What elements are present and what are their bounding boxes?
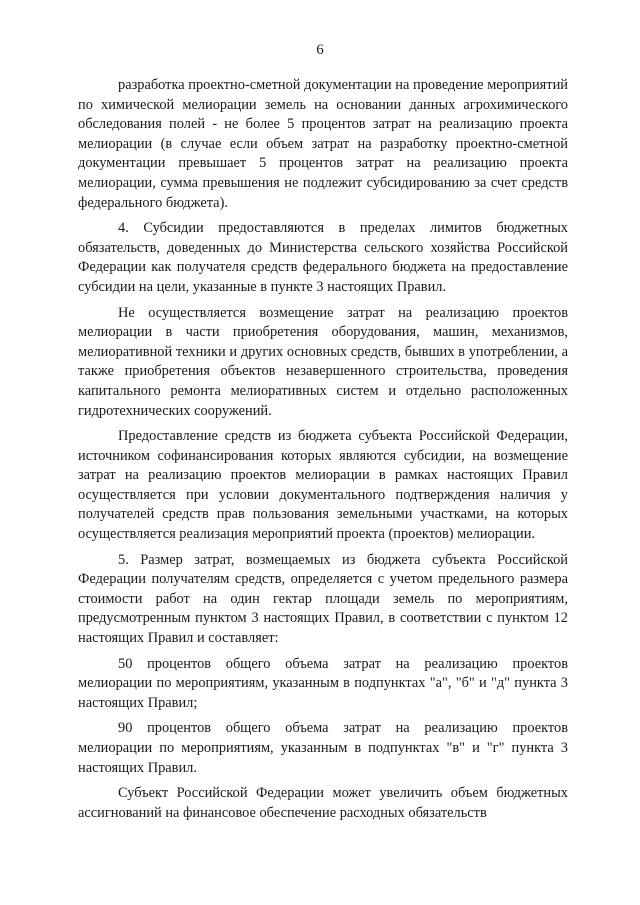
paragraph-design-documentation: разработка проектно-сметной документации на проведение мероприятий по химической мелиорации земель на основании данных агрохимического обследования полей - не более 5 процентов затрат на реализацию проекта мелиорации (в случае если объем затрат на разработку проектно-сметной документации превышает 5 процентов затрат на реализацию проекта мелиорации, сумма превышения не подлежит субсидированию за счет средств федерального бюджета). xyxy=(78,77,568,211)
paragraph-regional-funds: Предоставление средств из бюджета субъекта Российской Федерации, источником софинансирования которых являются субсидии, на возмещение затрат на реализацию проектов мелиорации в рамках настоящих Правил осуществляется при условии документального подтверждения наличия у получателей средств прав пользования земельными участками, на которых осуществляется реализация мероприятий проекта (проектов) мелиорации. xyxy=(78,428,568,543)
paragraph-90-percent: 90 процентов общего объема затрат на реализацию проектов мелиорации по мероприятиям, указанным в подпунктах "в" и "г" пункта 3 настоящих Правил. xyxy=(78,720,568,776)
paragraph-no-reimbursement: Не осуществляется возмещение затрат на реализацию проектов мелиорации в части приобретения оборудования, машин, механизмов, мелиоративной техники и других основных средств, бывших в употреблении, а также приобретения объектов незавершенного строительства, проведения капитального ремонта мелиоративных систем и отдельно расположенных гидротехнических сооружений. xyxy=(78,304,568,419)
paragraph-region-may-increase: Субъект Российской Федерации может увеличить объем бюджетных ассигнований на финансовое обеспечение расходных обязательств xyxy=(78,785,568,821)
document-body xyxy=(78,76,568,829)
paragraph-item-5-cost-size: 5. Размер затрат, возмещаемых из бюджета субъекта Российской Федерации получателям средств, определяется с учетом предельного размера стоимости работ на один гектар площади земель по мероприятиям, предусмотренным пунктом 3 настоящих Правил, в соответствии с пунктом 12 настоящих Правил и составляет: xyxy=(78,551,568,647)
page-number: 6 xyxy=(316,42,324,58)
paragraph-item-4-subsidies: 4. Субсидии предоставляются в пределах лимитов бюджетных обязательств, доведенных до Министерства сельского хозяйства Российской Федерации как получателя средств федерального бюджета на предоставление субсидии на цели, указанные в пункте 3 настоящих Правил. xyxy=(78,220,568,295)
paragraph-50-percent: 50 процентов общего объема затрат на реализацию проектов мелиорации по мероприятиям, указанным в подпунктах "а", "б" и "д" пункта 3 настоящих Правил; xyxy=(78,655,568,711)
